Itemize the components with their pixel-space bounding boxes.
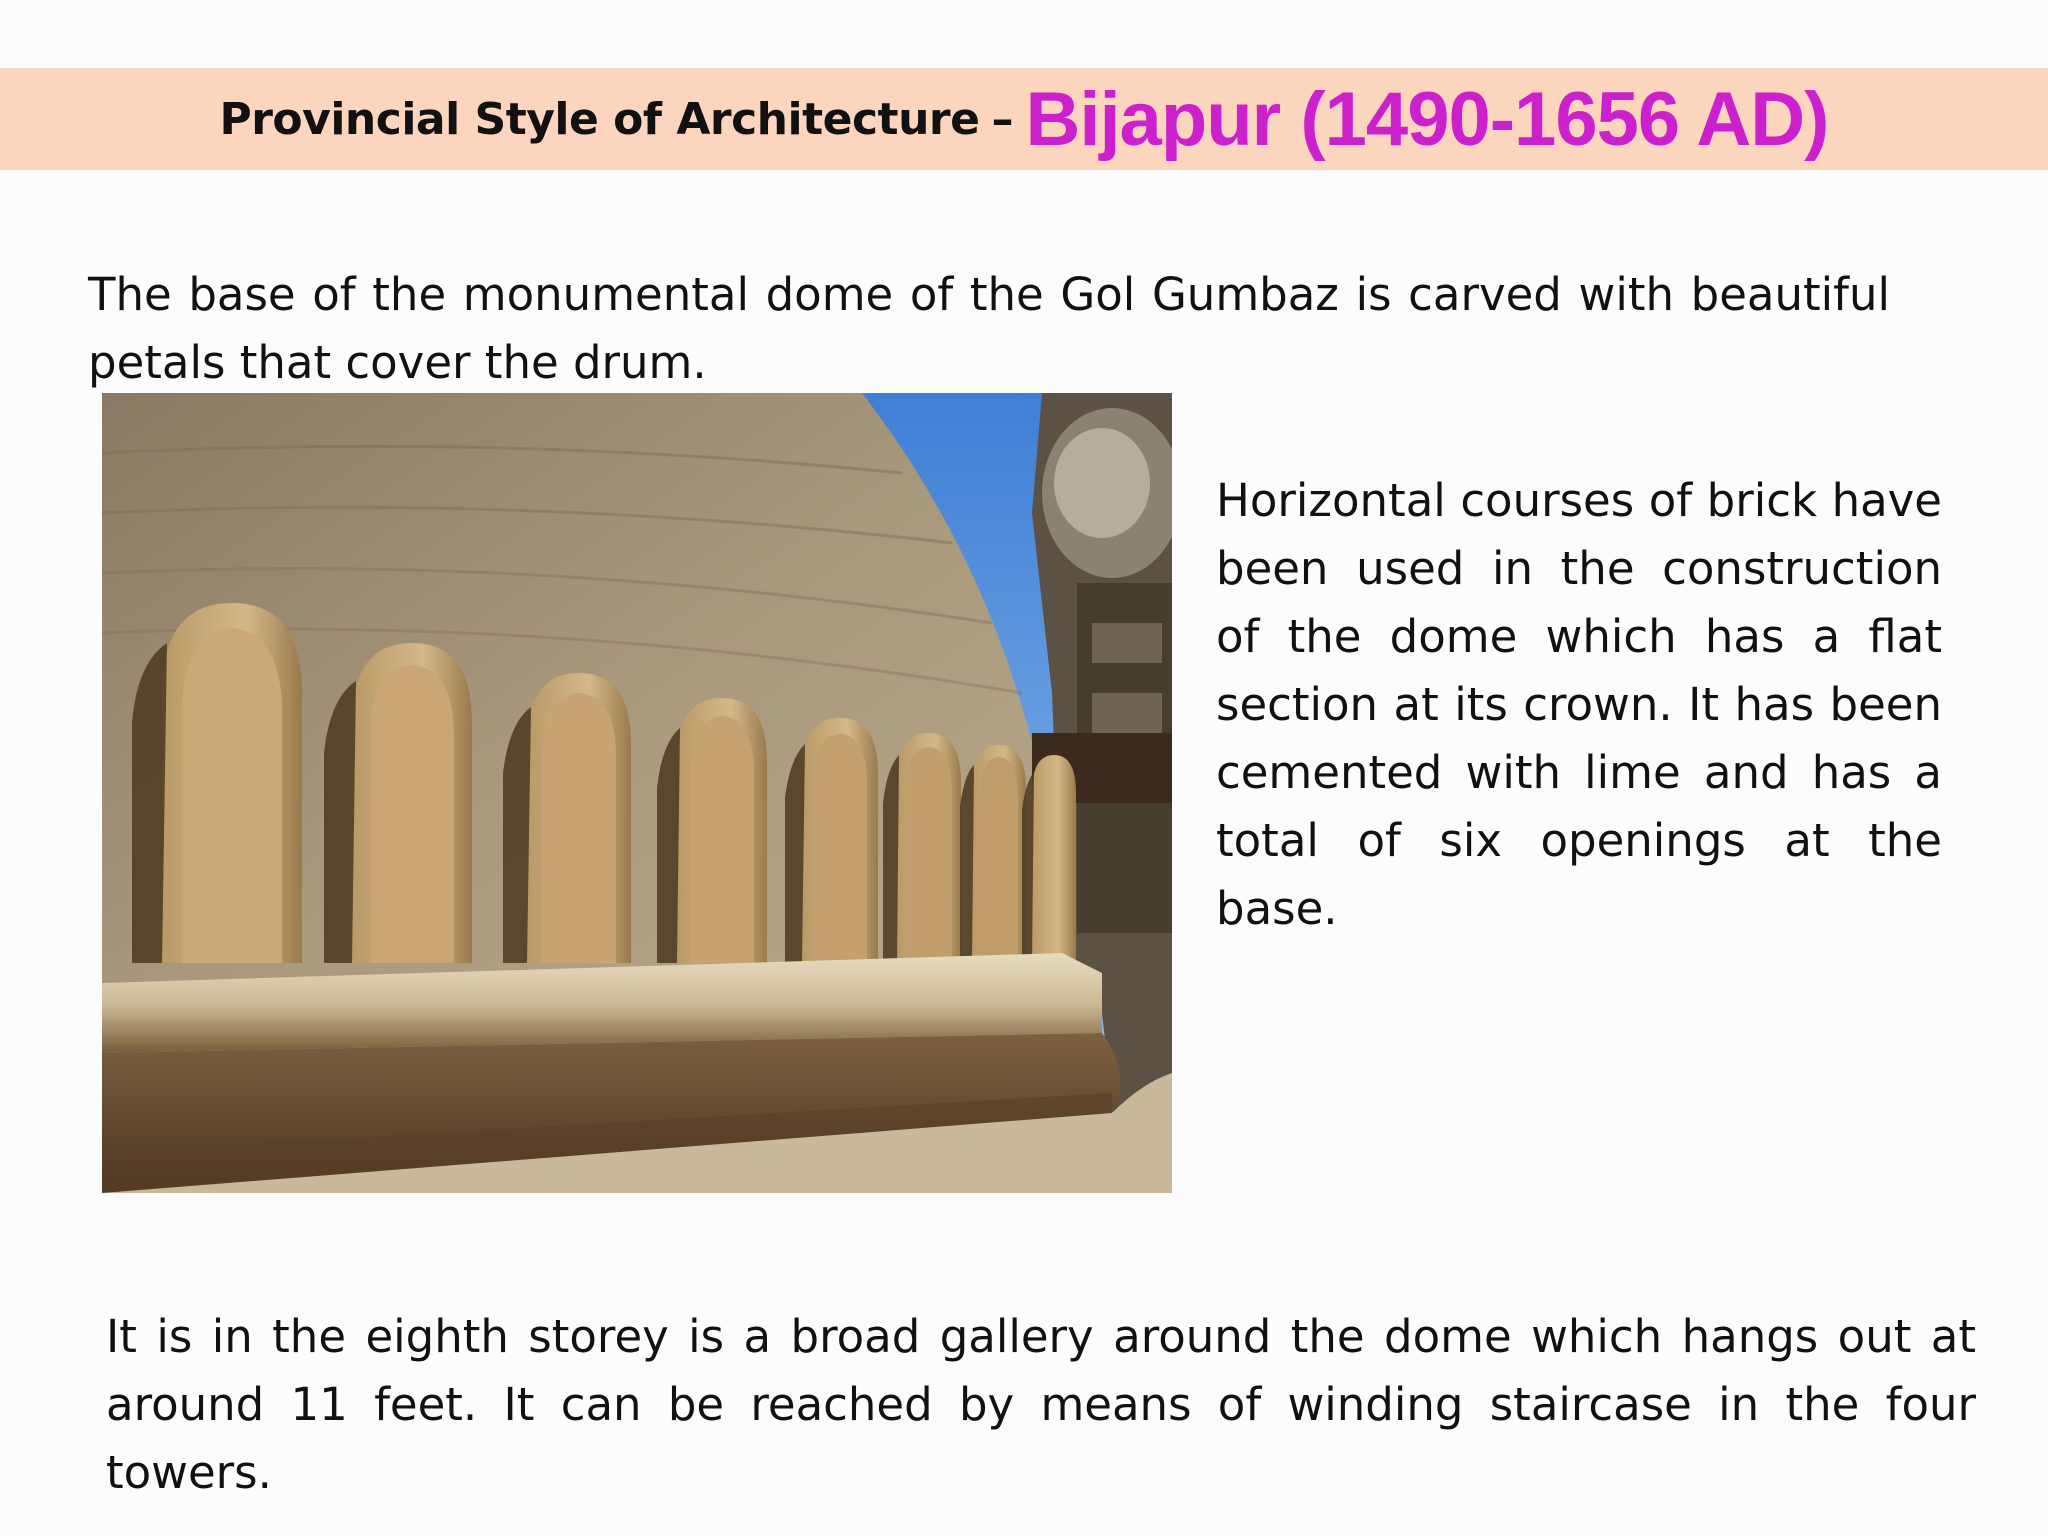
title-separator: – bbox=[991, 93, 1014, 145]
right-paragraph: Horizontal courses of brick have been used in the construction of the dome which has a flat section at its crown. It has been cemented with lime and has a total of six openings at the base. bbox=[1216, 474, 1942, 935]
title-accent: Bijapur (1490-1656 AD) bbox=[1025, 76, 1829, 162]
gol-gumbaz-photo bbox=[102, 393, 1172, 1193]
slide-title bbox=[0, 68, 2048, 170]
intro-paragraph: The base of the monumental dome of the Gol Gumbaz is carved with beautiful petals that cover the drum. bbox=[88, 268, 1890, 389]
title-prefix: Provincial Style of Architecture bbox=[219, 93, 980, 145]
dome-photo-illustration bbox=[102, 393, 1172, 1193]
bottom-paragraph: It is in the eighth storey is a broad gallery around the dome which hangs out at around 11 feet. It can be reached by means of winding staircase in the four towers. bbox=[106, 1310, 1976, 1499]
